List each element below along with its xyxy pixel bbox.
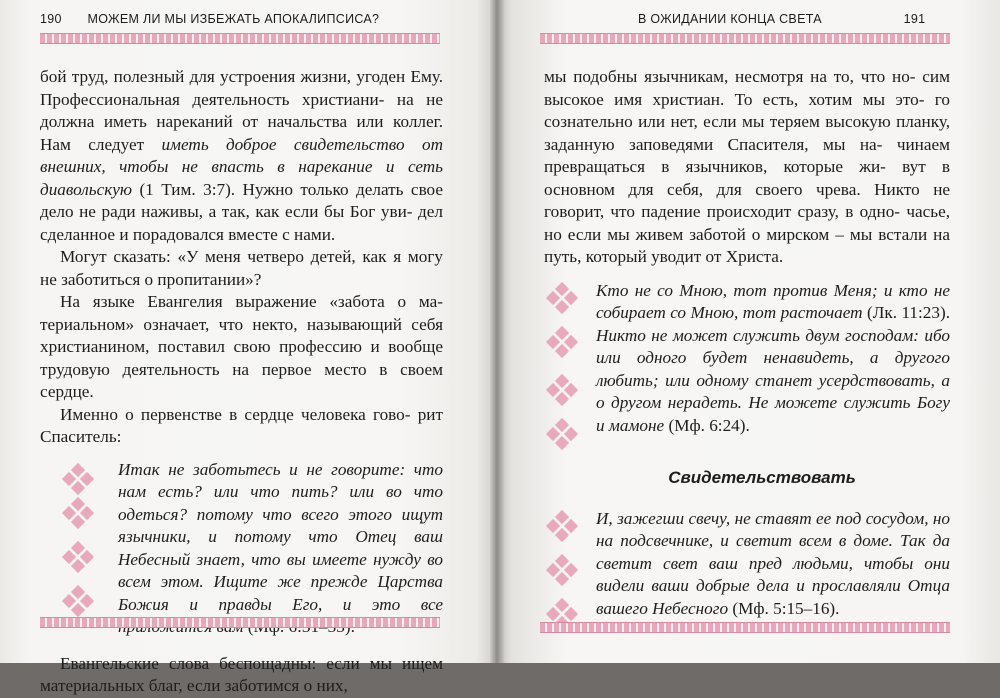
left-paragraph-1: бой труд, полезный для устроения жизни, угоден Ему. Профессиональная деятельность христиани- на не должна иметь нареканий от начальства или коллег. Нам следует иметь доброе свидетельство от внешних, чтобы не впасть в нарекание и сеть диавольскую (1 Тим. 3:7). Нужно только делать свое дело не ради наживы, а так, как если бы Бог уви- дел сделанное и порадовался вместе с нами. (40, 67, 444, 244)
right-running-title: В ОЖИДАНИИ КОНЦА СВЕТА (638, 12, 822, 26)
right-quote-2-text: И, зажегши свечу, не ставят ее под сосудом, но на подсвечнике, и светит всем в доме. Так да светит свет ваш пред людьми, чтобы они видели ваши добрые дела и прославляли Отца вашего Небесного (Мф. 5:15–16). (596, 508, 950, 618)
left-paragraph-2: Могут сказать: «У меня четверо детей, как я могу не заботиться о пропитании»? (40, 247, 443, 289)
right-scripture-quote-2 (544, 508, 950, 621)
cross-ornament-icon (64, 499, 92, 527)
left-paragraph-5: Евангельские слова беспощадны: если мы ищем материальных благ, если заботимся о них, (40, 653, 443, 695)
right-page-header (638, 12, 925, 26)
book-gutter (490, 0, 504, 663)
right-page (496, 0, 1000, 663)
cross-ornament-icon (548, 284, 576, 312)
right-page-body (544, 66, 950, 620)
cross-ornament-icon (548, 420, 576, 448)
cross-ornament-icon (64, 465, 92, 493)
left-quote-text: Итак не заботьтесь и не говорите: что нам есть? или что пить? или во что одеться? потому что всего этого ищут язычники, и потому что Отец ваш Небесный знает, что вы имеете нужду во всем этом. Ищите же прежде Царства Божия и правды Его, и это все (118, 459, 444, 614)
page-number-190: 190 (40, 12, 62, 26)
cross-ornament-icon (64, 543, 92, 571)
bottom-ornament-band (540, 622, 950, 633)
left-page-header (40, 12, 379, 26)
left-page-body (40, 66, 443, 698)
page-number-191: 191 (903, 12, 926, 26)
bottom-ornament-band (40, 617, 440, 628)
cross-ornament-icon (548, 512, 576, 540)
cross-ornament-icon (548, 328, 576, 356)
section-subheading: Свидетельствовать (668, 468, 856, 487)
left-page (0, 0, 496, 695)
top-ornament-band (540, 33, 950, 44)
right-scripture-quote-1 (544, 280, 950, 438)
left-running-title: МОЖЕМ ЛИ МЫ ИЗБЕЖАТЬ АПОКАЛИПСИСА? (87, 12, 380, 26)
top-ornament-band (40, 33, 440, 44)
right-paragraph-1: мы подобны язычникам, несмотря на то, что но- сим высокое имя христиан. То есть, хотим мы это- го сознательно или нет, если мы теряем высокую планку, заданную заповедями Спасителя, мы на- чинаем превращаться в язычников, которые жи- вут в основном для себя, для своего чрева. Никто не говорит, что падение происходит сразу, в одно- часье, но если мы живем заботой о мирском – мы встали на путь, который уводит от Христа. (544, 67, 951, 266)
cross-ornament-icon (548, 556, 576, 584)
left-paragraph-3: На языке Евангелия выражение «забота о ма- териальном» означает, что некто, называющий себя христианином, поставил свою профессию и вообще трудовую деятельность на первое место в своем сердце. (40, 292, 444, 401)
left-paragraph-4: Именно о первенстве в сердце человека гово- рит Спаситель: (40, 404, 444, 446)
left-scripture-quote (40, 459, 443, 639)
cross-ornament-icon (64, 587, 92, 615)
right-quote-1-text: Кто не со Мною, тот против Меня; и кто не собирает со Мною, тот расточает (Лк. 11:23). Никто не может служить двум господам: ибо или одного будет ненавидеть, а другого любить; или одному станет усердствовать, а о другом нерадеть. Не можете служить Богу и мамоне (Мф. 6:24). (596, 280, 951, 435)
cross-ornament-icon (548, 376, 576, 404)
